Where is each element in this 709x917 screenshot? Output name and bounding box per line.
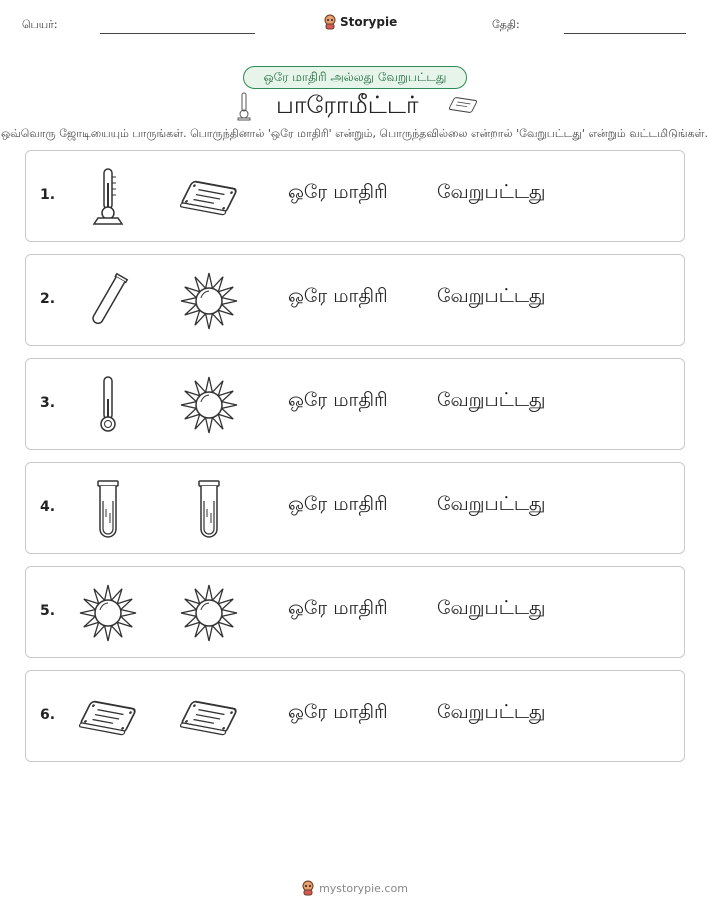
footer-url[interactable]: mystorypie.com bbox=[319, 881, 408, 895]
option-same[interactable]: ஒரே மாதிரி bbox=[288, 597, 388, 619]
option-different[interactable]: வேறுபட்டது bbox=[437, 701, 546, 723]
brand-name: Storypie bbox=[340, 15, 398, 29]
title-row bbox=[0, 89, 709, 123]
page-title: பாரோமீட்டர் bbox=[276, 91, 419, 119]
option-same[interactable]: ஒரே மாதிரி bbox=[288, 701, 388, 723]
question-number: 1. bbox=[40, 187, 56, 203]
barometer-plate-icon bbox=[179, 167, 239, 227]
thermometer-icon bbox=[78, 375, 138, 435]
question-number: 6. bbox=[40, 707, 56, 723]
option-same[interactable]: ஒரே மாதிரி bbox=[288, 389, 388, 411]
option-different[interactable]: வேறுபட்டது bbox=[437, 389, 546, 411]
liquid-tube-icon bbox=[179, 479, 239, 539]
option-different[interactable]: வேறுபட்டது bbox=[437, 285, 546, 307]
question-row-3 bbox=[25, 358, 685, 450]
liquid-tube-icon bbox=[78, 479, 138, 539]
thermometer-stand-icon bbox=[78, 167, 138, 227]
option-same[interactable]: ஒரே மாதிரி bbox=[288, 181, 388, 203]
option-same[interactable]: ஒரே மாதிரி bbox=[288, 285, 388, 307]
option-same[interactable]: ஒரே மாதிரி bbox=[288, 493, 388, 515]
name-line[interactable] bbox=[100, 33, 255, 34]
name-label: பெயர்: bbox=[22, 18, 58, 31]
question-row-5 bbox=[25, 566, 685, 658]
barometer-plate-icon bbox=[78, 687, 138, 747]
sun-icon bbox=[179, 375, 239, 435]
sun-icon bbox=[179, 271, 239, 331]
question-number: 4. bbox=[40, 499, 56, 515]
instructions: ஒவ்வொரு ஜோடியையும் பாருங்கள். பொருந்தினால் 'ஒரே மாதிரி' என்றும், பொருந்தவில்லை என்றால் 'வேறுபட்டது' என்றும் வட்டமிடுங்கள். bbox=[0, 127, 709, 140]
question-row-4 bbox=[25, 462, 685, 554]
sun-icon bbox=[179, 583, 239, 643]
option-different[interactable]: வேறுபட்டது bbox=[437, 493, 546, 515]
sun-icon bbox=[78, 583, 138, 643]
barometer-plate-icon bbox=[448, 95, 478, 115]
footer bbox=[0, 880, 709, 896]
worksheet-type-badge: ஒரே மாதிரி அல்லது வேறுபட்டது bbox=[243, 66, 467, 89]
barometer-plate-icon bbox=[179, 687, 239, 747]
storypie-mascot-icon bbox=[323, 14, 337, 30]
date-line[interactable] bbox=[564, 33, 686, 34]
date-label: தேதி: bbox=[492, 18, 520, 31]
question-number: 2. bbox=[40, 291, 56, 307]
test-tube-icon bbox=[78, 271, 138, 331]
option-different[interactable]: வேறுபட்டது bbox=[437, 181, 546, 203]
question-number: 5. bbox=[40, 603, 56, 619]
question-row-6 bbox=[25, 670, 685, 762]
question-row-2 bbox=[25, 254, 685, 346]
option-different[interactable]: வேறுபட்டது bbox=[437, 597, 546, 619]
storypie-mascot-icon bbox=[301, 880, 315, 896]
brand-logo bbox=[323, 14, 397, 30]
question-row-1 bbox=[25, 150, 685, 242]
question-list bbox=[25, 150, 685, 774]
thermometer-icon bbox=[235, 91, 253, 121]
question-number: 3. bbox=[40, 395, 56, 411]
